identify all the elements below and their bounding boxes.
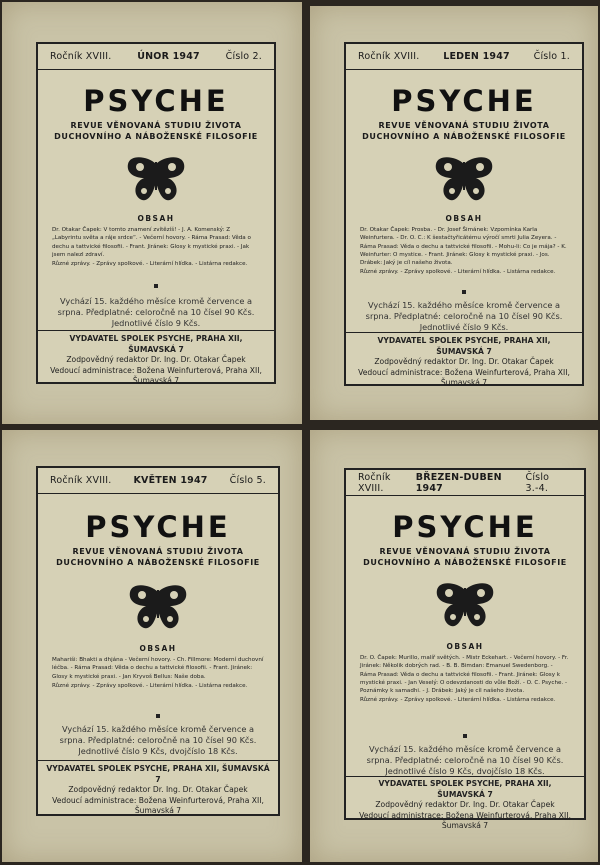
- butterfly-icon: [433, 582, 497, 628]
- administration-line: Vedoucí administrace: Božena Weinfurterová, Praha XII, Šumavská 7: [359, 810, 571, 830]
- publisher-name: VYDAVATEL SPOLEK PSYCHE, PRAHA XII, ŠUMAVSKÁ 7: [378, 779, 552, 799]
- magazine-cover-unor: [2, 2, 302, 424]
- bullet-ornament: [154, 284, 158, 288]
- issue-date: ÚNOR 1947: [137, 51, 200, 62]
- publisher-block: [354, 779, 576, 832]
- bullet-ornament: [462, 290, 466, 294]
- contents-label: OBSAH: [445, 214, 483, 223]
- contents-label: OBSAH: [137, 214, 175, 223]
- editor-line: Zodpovědný redaktor Dr. Ing. Dr. Otakar Čapek: [66, 355, 246, 364]
- contents-misc: Různé zprávy. - Zprávy spolkové. - Literární hlídka. - Listárna redakce.: [52, 682, 248, 689]
- contents-articles: Dr. Otakar Čapek: V tomto znamení zvítězíš! - J. A. Komenský: Z „Labyrintu světa a ráje srdce“. - Večerní hovory. - Ráma Prasad: Věda o dechu a tattvické filosofii. - Frant. Jiránek: Glosy k mystické praxi. - Jak jsem nalezl zdraví.: [52, 227, 251, 258]
- butterfly-icon: [124, 156, 188, 202]
- issue-date: BŘEZEN-DUBEN 1947: [415, 471, 502, 494]
- bullet-ornament: [463, 734, 467, 738]
- table-of-contents: [360, 226, 568, 277]
- table-of-contents: [52, 226, 260, 268]
- magazine-title: PSYCHE: [392, 510, 538, 544]
- divider: [346, 332, 582, 333]
- magazine-cover-brezen-duben: [310, 430, 598, 862]
- divider: [38, 760, 278, 761]
- butterfly-icon: [432, 156, 496, 202]
- magazine-cover-leden: [310, 6, 598, 420]
- publisher-block: [46, 764, 270, 817]
- magazine-title: PSYCHE: [85, 510, 231, 544]
- publisher-name: VYDAVATEL SPOLEK PSYCHE, PRAHA XII, ŠUMAVSKÁ 7: [69, 334, 243, 354]
- publisher-block: [354, 336, 574, 389]
- cover-header: [38, 468, 278, 494]
- divider: [346, 776, 584, 777]
- volume-label: Ročník XVIII.: [358, 471, 391, 494]
- contents-label: OBSAH: [446, 642, 484, 651]
- issue-date: LEDEN 1947: [443, 51, 510, 62]
- magazine-title: PSYCHE: [83, 84, 229, 118]
- administration-line: Vedoucí administrace: Božena Weinfurterová, Praha XII, Šumavská 7: [52, 795, 264, 815]
- volume-label: Ročník XVIII.: [50, 51, 112, 62]
- publisher-name: VYDAVATEL SPOLEK PSYCHE, PRAHA XII, ŠUMAVSKÁ 7: [46, 764, 270, 784]
- contents-misc: Různé zprávy. - Zprávy spolkové. - Literární hlídka. - Listárna redakce.: [360, 269, 556, 276]
- magazine-subtitle: REVUE VĚNOVANÁ STUDIU ŽIVOTA DUCHOVNÍHO A NÁBOŽENSKÉ FILOSOFIE: [363, 547, 567, 567]
- cover-frame: [344, 468, 586, 830]
- publisher-block: [46, 334, 266, 387]
- editor-line: Zodpovědný redaktor Dr. Ing. Dr. Otakar Čapek: [375, 800, 555, 809]
- editor-line: Zodpovědný redaktor Dr. Ing. Dr. Otakar Čapek: [68, 785, 248, 794]
- contents-articles: Dr. O. Čapek: Murillo, malíř světých. - Mistr Eckehart. - Večerní hovory. - Fr. Jiránek: Několik dobrých rad. - B. B. Bimdan: Emanuel Swedenborg. - Ráma Prasad: Věda o dechu a tattvické filosofii. - Frant. Jiránek: Glosy k mystické praxi. - Jan Veselý: O odevzdanosti do vůle Boží. - O. C. Psyche. - Poznámky k samadhi. - J. Drábek: Jaký je cíl našeho života.: [360, 655, 569, 695]
- contents-label: OBSAH: [139, 644, 177, 653]
- publisher-name: VYDAVATEL SPOLEK PSYCHE, PRAHA XII, ŠUMAVSKÁ 7: [377, 336, 551, 356]
- subscription-info: Vychází 15. každého měsíce kromě července a srpna. Předplatné: celoročně na 10 čísel 90 Kčs. Jednotlivé číslo 9 Kčs, dvojčíslo 18 Kčs.: [59, 724, 257, 756]
- contents-articles: Dr. Otakar Čapek: Prosba. - Dr. Josef Šimánek: Vzpomínka Karla Weinfurtera. - Dr. O. C.: K šestačtyřicátému výročí smrti Julia Zeyera. - Ráma Prasad: Věda o dechu a tattvické filosofii. - Mohu-li: Co je mája? - K. Weinfurter: O mystice. - Frant. Jiránek: Glosy k mystické praxi. - Jos. Drábek: Jaký je cíl našeho života.: [360, 227, 567, 267]
- butterfly-icon: [126, 584, 190, 630]
- cover-header: [38, 44, 274, 70]
- contents-misc: Různé zprávy. - Zprávy spolkové. - Literární hlídka. - Listárna redakce.: [52, 261, 248, 268]
- issue-number: Číslo 5.: [229, 475, 266, 486]
- bullet-ornament: [156, 714, 160, 718]
- contents-misc: Různé zprávy. - Zprávy spolkové. - Literární hlídka. - Listárna redakce.: [360, 697, 556, 704]
- issue-number: Číslo 1.: [533, 51, 570, 62]
- volume-label: Ročník XVIII.: [50, 475, 112, 486]
- issue-number: Číslo 2.: [225, 51, 262, 62]
- table-of-contents: [52, 656, 264, 690]
- editor-line: Zodpovědný redaktor Dr. Ing. Dr. Otakar Čapek: [374, 357, 554, 366]
- issue-number: Číslo 3.-4.: [525, 471, 550, 494]
- volume-label: Ročník XVIII.: [358, 51, 420, 62]
- table-of-contents: [360, 654, 570, 705]
- magazine-subtitle: REVUE VĚNOVANÁ STUDIU ŽIVOTA DUCHOVNÍHO A NÁBOŽENSKÉ FILOSOFIE: [54, 121, 258, 141]
- subscription-info: Vychází 15. každého měsíce kromě července a srpna. Předplatné: celoročně na 10 čísel 90 Kčs. Jednotlivé číslo 9 Kčs.: [57, 296, 255, 328]
- subscription-info: Vychází 15. každého měsíce kromě července a srpna. Předplatné: celoročně na 10 čísel 90 Kčs. Jednotlivé číslo 9 Kčs, dvojčíslo 18 Kčs.: [366, 744, 564, 776]
- cover-header: [346, 44, 582, 70]
- cover-header: [346, 470, 584, 496]
- administration-line: Vedoucí administrace: Božena Weinfurterová, Praha XII, Šumavská 7: [358, 367, 570, 387]
- subscription-info: Vychází 15. každého měsíce kromě července a srpna. Předplatné: celoročně na 10 čísel 90 Kčs. Jednotlivé číslo 9 Kčs.: [365, 300, 563, 332]
- divider: [38, 330, 274, 331]
- magazine-subtitle: REVUE VĚNOVANÁ STUDIU ŽIVOTA DUCHOVNÍHO A NÁBOŽENSKÉ FILOSOFIE: [362, 121, 566, 141]
- magazine-subtitle: REVUE VĚNOVANÁ STUDIU ŽIVOTA DUCHOVNÍHO A NÁBOŽENSKÉ FILOSOFIE: [56, 547, 260, 567]
- administration-line: Vedoucí administrace: Božena Weinfurterová, Praha XII, Šumavská 7: [50, 365, 262, 385]
- cover-frame: [36, 42, 276, 384]
- cover-frame: [344, 42, 584, 386]
- contents-articles: Mahariši: Bhakti a dhjána - Večerní hovory. - Ch. Fillmore: Moderní duchovní léčba. - Ráma Prasad: Věda o dechu a tattvické filosofii. - Frant. Jiránek: Glosy k mystické praxi. - Jan Kryvoš Bellus: Naše doba.: [52, 657, 264, 680]
- cover-frame: [36, 466, 280, 816]
- issue-date: KVĚTEN 1947: [133, 475, 208, 486]
- magazine-cover-kveten: [2, 430, 302, 862]
- magazine-title: PSYCHE: [391, 84, 537, 118]
